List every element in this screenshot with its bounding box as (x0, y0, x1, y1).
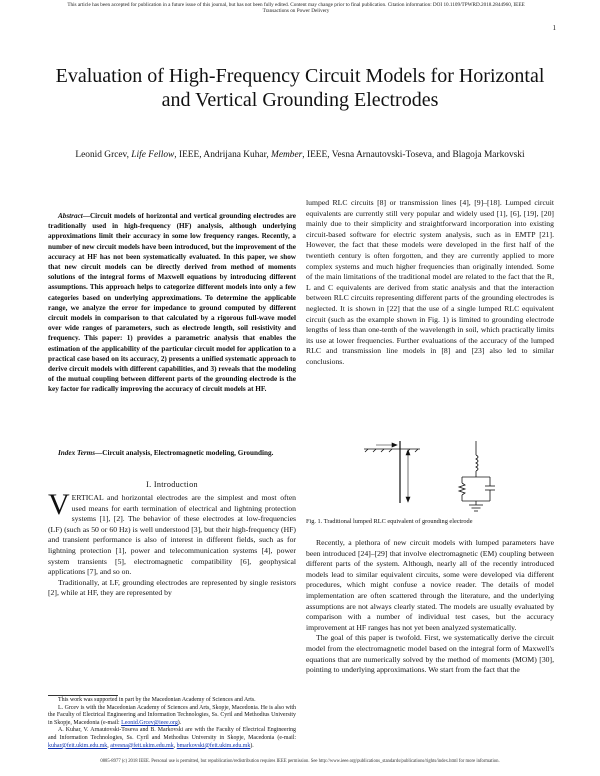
author-2-society: , IEEE (302, 150, 328, 160)
publication-notice (16, 2, 576, 15)
footnote-divider (48, 695, 118, 696)
notice-line-2: Transactions on Power Delivery (262, 8, 330, 15)
email-link-bmarkovski[interactable]: bmarkovski@feit.ukim.edu.mk (176, 742, 251, 749)
author-2-grade: Member (271, 150, 303, 160)
author-list (60, 149, 540, 162)
figure-caption: Fig. 1. Traditional lumped RLC equivalent of grounding electrode (306, 518, 473, 525)
length-arrow-icon (406, 450, 410, 502)
author-1: Leonid Grcev, (75, 150, 132, 160)
footnote-2 (48, 705, 296, 728)
email-link-grcev[interactable]: Leonid.Grcev@ieee.org (121, 719, 178, 726)
footnote-3-end: ). (250, 742, 254, 749)
notice-line-1: This article has been accepted for publication in a future issue of this journal, but has not been fully edited. Content may change prior to final publication. Citation information: DOI 10.1109/TPWRD.2018.2844960, IEEE (67, 2, 525, 8)
right-paragraph-2: Recently, a plethora of new circuit models with lumped parameters have been introduced [24]–[29] that involve electromagnetic (EM) coupling between different parts of the system. Although, nearly all of the recently introduced models lead to similar equivalent circuits, some were developed via different procedures, which might confuse a novice reader. The details of model implementation are often scattered through the literature, and the underlying assumptions are not always clearly stated. The models are usually evaluated by comparison with a number of individual test cases, but the accuracy improvement at HF ranges has not yet been analyzed systematically. (306, 538, 554, 632)
footnote-2-text: L. Grcev is with the Macedonian Academy of Sciences and Arts, Skopje, Macedonia. He is also with the Faculty of Electrical Engineering and Information Technologies, Ss. Cyril and Methodius University in Skopje, Macedonia (e-mail: (48, 704, 296, 726)
copyright-footer: 0885-8977 (c) 2018 IEEE. Personal use is permitted, but republication/redistribution requires IEEE permission. See http://www.ieee.org/publications_standards/publications/rights/index.html for more information. (100, 759, 500, 764)
current-arrow-icon (376, 443, 397, 447)
index-terms-text: —Circuit analysis, Electromagnetic modeling, Grounding. (95, 449, 274, 457)
footnote-2-end: ). (177, 719, 182, 726)
footnote-1: This work was supported in part by the Macedonian Academy of Sciences and Arts. (58, 697, 256, 703)
index-terms (48, 448, 296, 458)
section-heading-introduction: I. Introduction (146, 480, 198, 489)
author-1-grade: Life Fellow (131, 150, 175, 160)
footnotes (48, 697, 296, 750)
intro-paragraph-2: Traditionally, at LF, grounding electrodes are represented by single resistors [2], while at HF, they are represented by (48, 577, 296, 598)
index-terms-label: Index Terms (58, 449, 96, 457)
rlc-equivalent-circuit-icon (459, 441, 495, 511)
ground-surface-icon (364, 449, 420, 452)
abstract-label: Abstract (58, 212, 83, 220)
rlc-circuit-figure (356, 437, 506, 515)
introduction-body (48, 488, 296, 599)
author-1-society: , IEEE (174, 150, 200, 160)
email-link-atvesna[interactable]: atvesna@feit.ukim.edu.mk (110, 742, 174, 749)
right-column-text (306, 198, 554, 368)
paper-title: Evaluation of High-Frequency Circuit Models for Horizontal and Vertical Grounding Electrodes (55, 65, 545, 111)
intro-paragraph-1: VERTICAL and horizontal electrodes are the simplest and most often used means for earth termination of electrical and lightning protection systems [1], [2]. The behavior of these electrodes at low-frequencies (LF) (such as 50 or 60 Hz) is well understood [3], but their high-frequency (HF) and transient performance is also of interest in different fields, such as for lightning protection [1], power and telecommunication systems [4], power system transients [5], electromagnetic compatibility [6], geophysical applications [7], and so on. (48, 488, 296, 577)
right-paragraph-1: lumped RLC circuits [8] or transmission lines [4], [9]–[18]. Lumped circuit equivalents are currently still very popular and widely used [1], [6], [19], [20] mainly due to their simplicity and straightforward incorporation into existing circuit-based software for electric system analysis, such as in EMTP [21]. However, the fact that these models were developed in the first half of the twentieth century is often forgotten, and they are currently applied to more complex systems and much higher frequencies than originally intended. Some of the main limitations of the traditional model are related to the fact that the R, L and C equivalents are derived from static analysis and that the interaction between RLC circuits representing different parts of the grounding electrodes is neglected. It is shown in [22] that the use of a single lumped RLC equivalent circuit (such as the example shown in Fig. 1) is limited to grounding electrode lengths of less than one-tenth of the wavelength in soil, which practically limits its use at lower frequencies. Further evaluations of the accuracy of the lumped RLC and transmission line models in [8] and [23] also led to similar conclusions. (306, 198, 554, 366)
abstract (48, 211, 296, 395)
page-number: 1 (552, 24, 556, 32)
footnote-3 (48, 727, 296, 750)
abstract-text: —Circuit models of horizontal and vertical grounding electrodes are traditionally used in high-frequency (HF) analysis, although underlying approximations limit their accuracy in some low frequency ranges. Recently, a number of new circuit models have been introduced, but the improvement of the accuracy at HF has not been systematically evaluated. In this paper, we show that new circuit models can be directly derived from method of moments solutions of the integral forms of Maxwell equations by introducing different assumptions. This approach helps to categorize different models into only a few categories based on underlying approximations. To determine the applicable range, we analyze the error for impedance to ground computed by different circuit models in comparison to that calculated by a rigorous full-wave model over wide ranges of parameters, such as electrode length, soil resistivity and frequency. This paper: 1) provides a parametric analysis that enables the estimation of the applicability of the particular circuit model for application to a practical case based on its accuracy, 2) presents a unified systematic approach to derive circuit models with different capabilities, and 3) reveals that the modeling of the mutual coupling between different parts of the grounding electrode is the key factor for radically improving the accuracy of circuit models at HF. (48, 212, 296, 394)
right-paragraph-3: The goal of this paper is twofold. First, we systematically derive the circuit model from the electromagnetic model based on the integral form of Maxwell's equations that are numerically solved by the method of moments (MOM) [30], pointing to underlying approximations. We start from the fact that the (306, 633, 554, 675)
email-link-kuhar[interactable]: kuhar@feit.ukim.edu.mk (48, 742, 108, 749)
author-3-4: , Vesna Arnautovski-Toseva, and Blagoja Markovski (327, 150, 525, 160)
footnote-3-sep-1: , (107, 742, 111, 749)
footnote-3-sep-2: , (173, 742, 177, 749)
author-2: , Andrijana Kuhar, (199, 150, 272, 160)
right-column-lower-text (306, 538, 554, 676)
footnote-3-text: A. Kuhar, V. Arnautovski-Toseva and B. Markovski are with the Faculty of Electrical Engineering and Information Technologies, Ss. Cyril and Methodius University in Skopje, Macedonia (e-mail: (48, 727, 296, 741)
